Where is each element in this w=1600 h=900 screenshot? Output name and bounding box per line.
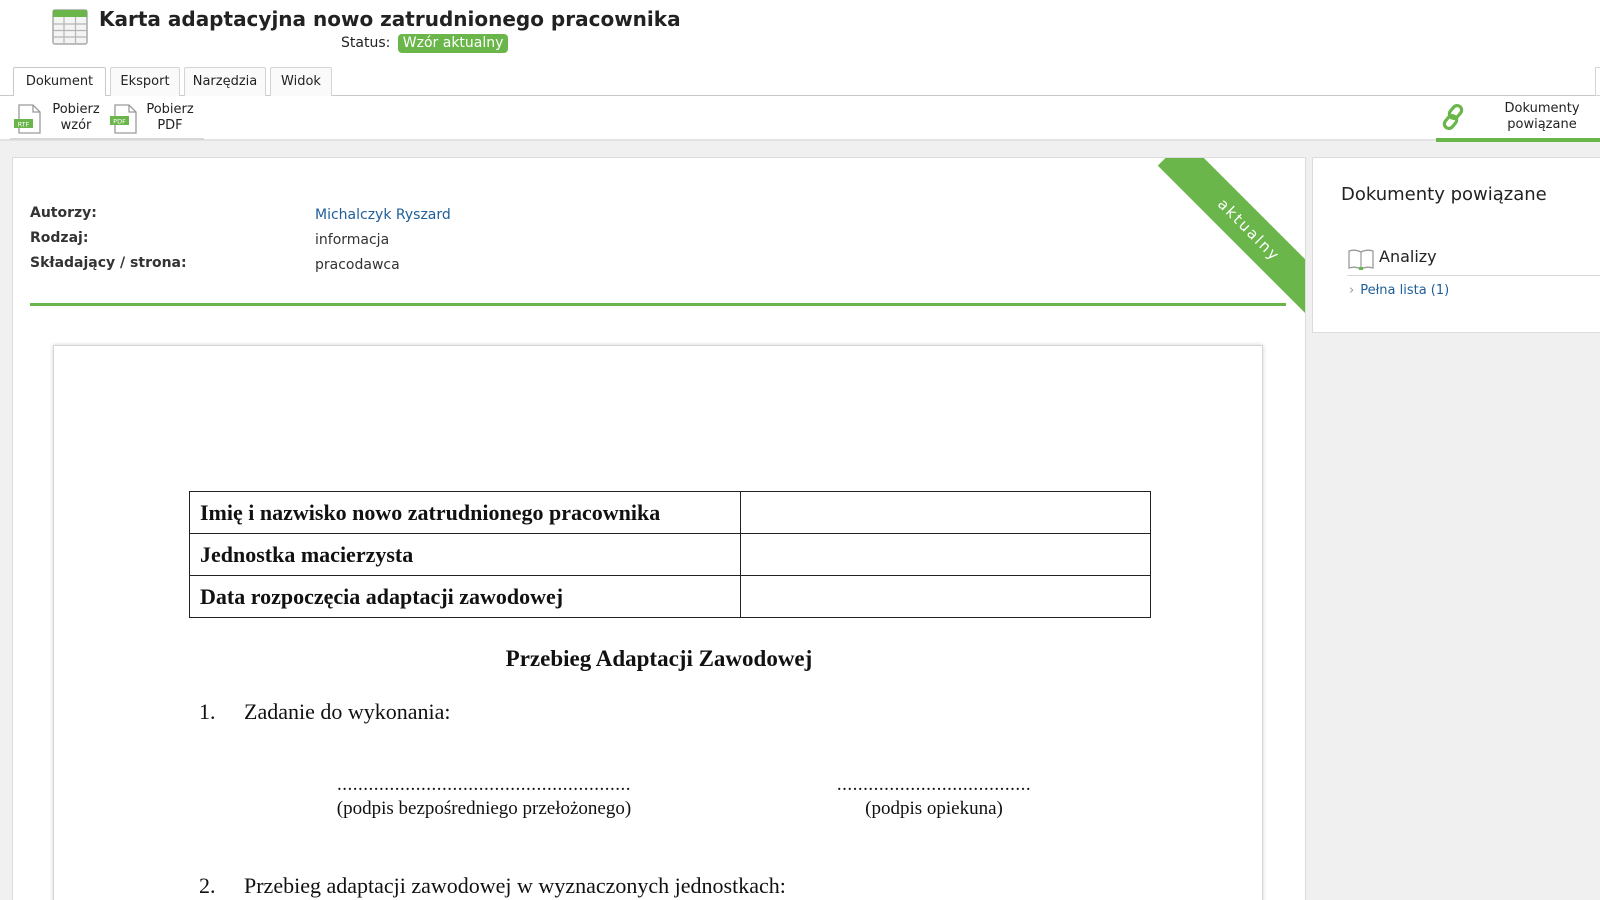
list-item-number: 2. — [199, 873, 216, 898]
signature-line: ........................................................ — [337, 774, 631, 795]
table-row — [190, 576, 1151, 618]
employee-info-table — [189, 491, 1151, 618]
download-template-button[interactable] — [14, 100, 102, 138]
table-row — [190, 492, 1151, 534]
list-item-text: Przebieg adaptacji zawodowej w wyznaczonych jednostkach: — [244, 873, 786, 898]
tab-bar-edge — [1595, 67, 1600, 96]
page-title: Karta adaptacyjna nowo zatrudnionego pracownika — [99, 7, 681, 31]
pdf-file-icon — [110, 104, 140, 134]
page-header — [0, 0, 1600, 62]
tab-widok[interactable]: Widok — [270, 67, 332, 97]
tab-narzedzia[interactable]: Narzędzia — [184, 67, 266, 97]
type-label: Rodzaj: — [30, 230, 89, 246]
list-item-number: 1. — [199, 699, 216, 724]
table-row — [190, 534, 1151, 576]
tab-dokument[interactable]: Dokument — [13, 67, 106, 97]
side-panel-title: Dokumenty powiązane — [1341, 184, 1547, 205]
author-link[interactable]: Michalczyk Ryszard — [315, 207, 451, 223]
related-documents-label: Dokumenty powiązane — [1504, 101, 1580, 132]
metadata-divider — [30, 303, 1286, 306]
status-badge: Wzór aktualny — [398, 34, 509, 53]
rtf-badge-text: RTF — [17, 120, 30, 129]
related-documents-button[interactable] — [1436, 96, 1600, 141]
signature-caption: (podpis bezpośredniego przełożonego) — [336, 798, 632, 819]
table-cell-label: Jednostka macierzysta — [190, 534, 741, 576]
chevron-right-icon: › — [1349, 283, 1355, 298]
related-documents-panel — [1312, 157, 1600, 333]
book-icon — [1347, 248, 1375, 270]
submitter-value: pracodawca — [315, 257, 400, 273]
list-item-text: Zadanie do wykonania: — [244, 699, 451, 724]
document-page-preview — [53, 345, 1263, 900]
list-item-task — [199, 699, 451, 725]
signature-mentor — [804, 774, 1064, 820]
table-cell-value — [741, 492, 1151, 534]
download-pdf-label: Pobierz PDF — [146, 102, 194, 133]
tab-eksport[interactable]: Eksport — [110, 67, 180, 97]
full-list-link[interactable] — [1349, 283, 1449, 298]
tab-bar — [0, 62, 1600, 96]
signature-line: ..................................... — [836, 774, 1032, 795]
table-cell-label: Data rozpoczęcia adaptacji zawodowej — [190, 576, 741, 618]
status-label: Status: — [341, 35, 391, 51]
rtf-file-icon — [14, 104, 44, 134]
submitter-label: Składający / strona: — [30, 255, 187, 271]
type-value: informacja — [315, 232, 390, 248]
full-list-label: Pełna lista (1) — [1360, 283, 1450, 298]
corner-ribbon-label: aktualny — [1158, 158, 1305, 314]
ribbon-group-underline — [10, 138, 204, 140]
download-pdf-button[interactable] — [110, 100, 202, 138]
spreadsheet-document-icon — [52, 9, 88, 45]
table-cell-value — [741, 576, 1151, 618]
related-documents-active-indicator — [1436, 138, 1600, 142]
table-cell-label: Imię i nazwisko nowo zatrudnionego pracownika — [190, 492, 741, 534]
related-category-analizy[interactable] — [1347, 244, 1600, 276]
section-title: Przebieg Adaptacji Zawodowej — [505, 646, 813, 671]
corner-ribbon — [1149, 158, 1305, 314]
signature-supervisor — [304, 774, 664, 820]
signature-caption: (podpis opiekuna) — [865, 798, 1003, 819]
list-item-adaptation — [199, 873, 786, 899]
document-card — [12, 157, 1306, 900]
link-icon — [1440, 103, 1468, 131]
download-template-label: Pobierz wzór — [52, 102, 100, 133]
toolbar-ribbon — [0, 96, 1600, 141]
authors-label: Autorzy: — [30, 205, 97, 221]
pdf-badge-text: PDF — [113, 117, 126, 126]
status-line — [341, 34, 508, 53]
related-category-label: Analizy — [1379, 247, 1437, 266]
table-cell-value — [741, 534, 1151, 576]
